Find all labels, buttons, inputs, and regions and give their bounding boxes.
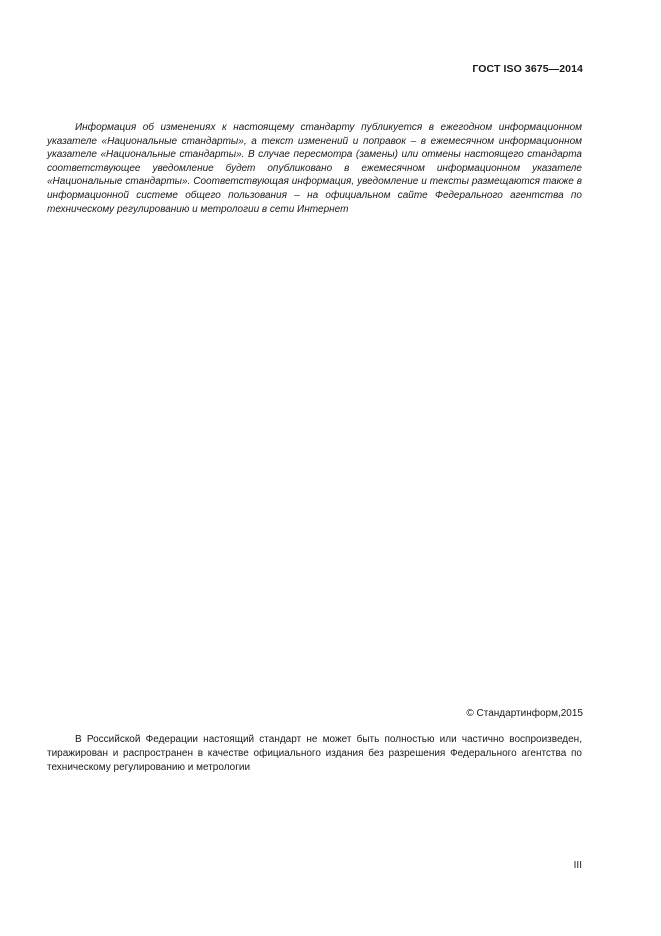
reproduction-rights-statement: В Российской Федерации настоящий стандарт не может быть полностью или частично воспроизведен, тиражирован и распространен в качестве официального издания без разрешения Федерального агентства по техническому регулированию и метрологии	[47, 734, 582, 773]
amendments-notice: Информация об изменениях к настоящему стандарту публикуется в ежегодном информационном указателе «Национальные стандарты», а текст изменений и поправок – в ежемесячном информационном указателе «Национальные стандарты». В случае пересмотра (замены) или отмены настоящего стандарта соответствующее уведомление будет опубликовано в ежемесячном информационном указателе «Национальные стандарты». Соответствующая информация, уведомление и тексты размещаются также в информационной системе общего пользования – на официальном сайте Федерального агентства по техническому регулированию и метрологии в сети Интернет	[47, 122, 582, 215]
page-number: III	[573, 860, 582, 871]
copyright-notice: © Стандартинформ,2015	[466, 708, 583, 719]
standard-code-header: ГОСТ ISO 3675—2014	[472, 63, 583, 75]
